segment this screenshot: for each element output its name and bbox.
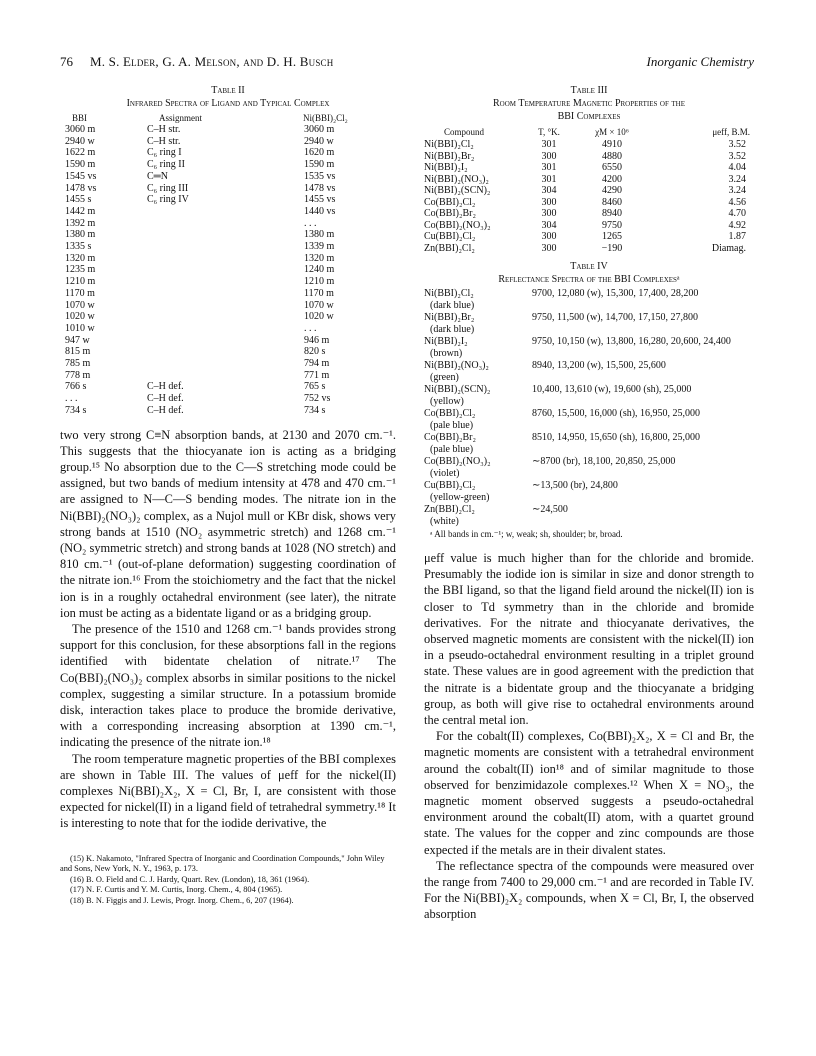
table-cell [135, 370, 277, 382]
right-column [424, 84, 754, 923]
table-cell: 1170 m [304, 287, 334, 299]
table3-header-row [424, 127, 754, 139]
table-cell: 3.24 [728, 173, 746, 185]
table-cell [424, 384, 532, 408]
compound-color: (dark blue) [430, 299, 475, 311]
table-cell: 734 s [65, 404, 87, 416]
compound-name: Co(BBI)₂(NO₃)₂ [424, 456, 491, 467]
compound-color: (violet) [430, 467, 460, 479]
table-cell: 300 [541, 242, 557, 254]
table-cell: 820 s [304, 346, 326, 358]
table-cell: 1442 m [65, 205, 96, 217]
table-cell: 301 [541, 173, 557, 185]
table-cell: C₆ ring IV [147, 194, 189, 206]
table-cell: Zn(BBI)₂Cl₂ [424, 242, 475, 254]
table-row [424, 504, 754, 528]
table-cell: 3.52 [728, 150, 746, 162]
table-cell: 1535 vs [304, 170, 336, 182]
table3-body [424, 139, 754, 254]
table3-title-line1: Room Temperature Magnetic Properties of the [493, 98, 685, 109]
table-row [60, 300, 396, 312]
table-cell: 301 [541, 139, 557, 150]
table-cell: C₆ ring I [147, 147, 182, 159]
table-cell: 4.92 [728, 219, 746, 231]
table-row [60, 206, 396, 218]
left-column [60, 84, 396, 907]
table-cell: 304 [541, 219, 557, 231]
table-cell [424, 432, 532, 456]
table2-col-bbi: BBI [72, 113, 88, 123]
table-row [424, 151, 754, 163]
table-cell: Ni(BBI)₂(SCN)₂ [424, 185, 491, 196]
table4-body [424, 288, 754, 528]
table-cell [135, 206, 277, 218]
compound-name: Ni(BBI)₂(NO₃)₂ [424, 360, 489, 371]
table-row [60, 288, 396, 300]
table-cell [135, 241, 277, 253]
table-cell: 9700, 12,080 (w), 15,300, 17,400, 28,200 [532, 288, 699, 299]
table-cell: ∼8700 (br), 18,100, 20,850, 25,000 [532, 456, 676, 467]
compound-name: Ni(BBI)₂I₂ [424, 336, 468, 347]
table-cell: 300 [541, 196, 557, 208]
table-row [60, 136, 396, 148]
table-cell: 1235 m [65, 264, 96, 276]
table-cell: 794 m [304, 358, 330, 370]
table-cell [424, 360, 532, 384]
table-cell: 946 m [304, 334, 330, 346]
table-cell [135, 276, 277, 288]
table-cell [135, 288, 277, 300]
left-body-text [60, 427, 396, 832]
table-row [424, 432, 754, 456]
table-cell: 1320 m [304, 252, 335, 264]
table-cell: 765 s [304, 381, 326, 393]
table-row [60, 229, 396, 241]
page-number: 76 [60, 54, 73, 69]
table2-label: Table II [211, 85, 245, 96]
table-cell: C–H def. [147, 404, 184, 416]
table-row [60, 405, 396, 417]
table-cell: Cu(BBI)₂Cl₂ [424, 231, 476, 242]
table-cell: 8460 [602, 196, 622, 208]
table-cell: C–H def. [147, 381, 184, 393]
table-cell: 4.04 [728, 162, 746, 173]
table4-title: Reflectance Spectra of the BBI Complexesᵃ [498, 274, 680, 285]
right-body-text [424, 550, 754, 923]
paragraph: For the cobalt(II) complexes, Co(BBI)₂X₂, X = Cl and Br, the magnetic moments are consistent with a tetrahedral environment around the cobalt(II) ion¹⁸ and of similar magnitude to those observed for benzimidazole complexes.¹² When X = NO₃, the magnetic moment observed suggests a pseudo-octahedral environment around the cobalt(II) atom, with a quartet ground state. The values for the copper and zinc compounds are those expected if the metals are in their divalent states. [424, 729, 754, 857]
table-row [60, 358, 396, 370]
table-row [424, 384, 754, 408]
table-cell: 734 s [304, 404, 326, 416]
table-cell [135, 311, 277, 323]
table-cell: 766 s [65, 381, 87, 393]
table-cell: 1265 [602, 231, 622, 242]
table-cell: . . . [65, 393, 78, 405]
table3-col-chi: χM × 10⁶ [595, 127, 629, 137]
table-cell: 6550 [602, 162, 622, 173]
table-cell: Co(BBI)₂Br₂ [424, 208, 476, 219]
table-row [424, 208, 754, 220]
table-cell: 9750, 11,500 (w), 14,700, 17,150, 27,800 [532, 312, 699, 323]
table4 [424, 288, 754, 528]
compound-color: (brown) [430, 347, 463, 359]
table-row [60, 311, 396, 323]
table-cell: ∼24,500 [532, 504, 568, 515]
table-row [424, 174, 754, 186]
table-cell: 1380 m [65, 229, 96, 241]
table-cell: 300 [541, 231, 557, 242]
table-cell [135, 300, 277, 312]
table-cell: 8760, 15,500, 16,000 (sh), 16,950, 25,000 [532, 408, 701, 419]
table-cell: ∼13,500 (br), 24,800 [532, 480, 618, 491]
table-cell: 1070 w [304, 299, 334, 311]
table2-col-assignment: Assignment [159, 113, 203, 123]
table-cell: 8940 [602, 208, 622, 219]
table-cell [135, 358, 277, 370]
running-authors: M. S. Elder, G. A. Melson, and D. H. Busch [90, 54, 334, 69]
table-cell: 1070 w [65, 299, 95, 311]
table-cell: 1.87 [728, 231, 746, 242]
table-cell: 2940 w [65, 135, 95, 147]
table-cell: 1339 m [304, 241, 335, 253]
table-cell: Ni(BBI)₂(NO₃)₂ [424, 173, 489, 185]
table-cell: . . . [304, 217, 317, 229]
table-cell: C═N [147, 170, 168, 182]
table-cell: 1545 vs [65, 170, 97, 182]
table-cell [424, 408, 532, 432]
table3-col-mu: μeff, B.M. [712, 127, 750, 137]
table-cell: . . . [304, 322, 317, 334]
table-cell [424, 504, 532, 528]
table-cell: 1478 vs [304, 182, 336, 194]
table-cell: 1380 m [304, 229, 335, 241]
table-cell: 1170 m [65, 287, 95, 299]
table2-title: Infrared Spectra of Ligand and Typical Complex [126, 98, 330, 109]
paragraph: μeff value is much higher than for the chloride and bromide. Presumably the iodide ion is similar in size and donor strength to the BBI ligand, so that the ligand field around the nickel(II) ion is closer to Td symmetry than in the chloride and bromide derivatives. For the nitrate and thiocyanate derivatives, the observed magnetic moments are consistent with the nickel(II) ion in a pseudo-octahedral environment resulting in a triplet ground state. These values are in good agreement with the prediction that the nitrate is a bidentate group and the thiocyanate a bridging group, as both will give rise to octahedral environments around the central metal ion. [424, 551, 754, 728]
table-row [424, 480, 754, 504]
table-row [60, 393, 396, 405]
compound-name: Co(BBI)₂Br₂ [424, 432, 476, 443]
table-row [60, 346, 396, 358]
table-cell: 1335 s [65, 241, 92, 253]
compound-name: Zn(BBI)₂Cl₂ [424, 504, 475, 515]
table-cell: 8510, 14,950, 15,650 (sh), 16,800, 25,000 [532, 432, 701, 443]
table-cell: −190 [601, 242, 623, 254]
table3 [424, 127, 754, 254]
table-cell: 4.70 [728, 208, 746, 219]
compound-name: Ni(BBI)₂Cl₂ [424, 288, 474, 299]
table-cell [424, 456, 532, 480]
table3-label: Table III [570, 85, 608, 96]
table-row [60, 264, 396, 276]
table-row [60, 194, 396, 206]
table2-body [60, 124, 396, 417]
compound-name: Cu(BBI)₂Cl₂ [424, 480, 476, 491]
paragraph: The room temperature magnetic properties of the BBI complexes are shown in Table III. The values of μeff for the nickel(II) complexes Ni(BBI)₂X₂, X = Cl, Br, I, are consistent with those expected for nickel(II) in a ligand field of tetrahedral symmetry.¹⁸ It is interesting to note that for the iodide derivative, the [60, 751, 396, 831]
table-cell: 3.52 [728, 139, 746, 150]
compound-name: Ni(BBI)₂Br₂ [424, 312, 475, 323]
reference-item: (17) N. F. Curtis and Y. M. Curtis, Inorg. Chem., 4, 804 (1965). [70, 885, 283, 895]
table-cell [135, 335, 277, 347]
reference-item: (16) B. O. Field and C. J. Hardy, Quart. Rev. (London), 18, 361 (1964). [70, 874, 310, 884]
table-cell [135, 229, 277, 241]
table-cell: 947 w [65, 334, 90, 346]
table-cell: 4.56 [728, 196, 746, 208]
table-cell: 1455 vs [304, 194, 336, 206]
table4-label: Table IV [570, 261, 608, 272]
table-cell [135, 218, 277, 230]
table-row [60, 323, 396, 335]
table-cell: Ni(BBI)₂I₂ [424, 162, 468, 173]
references [60, 854, 396, 907]
table-cell: 9750, 10,150 (w), 13,800, 16,280, 20,600, 24,400 [532, 336, 731, 347]
table-row [60, 276, 396, 288]
table-cell: 1478 vs [65, 182, 97, 194]
table-cell [424, 312, 532, 336]
table-cell: 1020 w [65, 311, 95, 323]
table3-title-line2: BBI Complexes [557, 111, 621, 122]
compound-color: (white) [430, 515, 459, 527]
table3-col-compound: Compound [444, 127, 485, 137]
table-cell [135, 323, 277, 335]
compound-color: (yellow-green) [430, 491, 490, 503]
table-cell: 4910 [602, 139, 622, 150]
table-cell: 4290 [602, 185, 622, 196]
table-row [60, 147, 396, 159]
table-cell: 1590 m [304, 159, 335, 171]
table-row [60, 159, 396, 171]
table-cell: 304 [541, 185, 557, 196]
table-cell: C–H str. [147, 135, 181, 147]
table-cell: 9750 [602, 219, 622, 231]
table-cell: Ni(BBI)₂Cl₂ [424, 139, 474, 150]
table-cell: 3060 m [304, 124, 335, 135]
table-cell: 301 [541, 162, 557, 173]
table-cell [135, 264, 277, 276]
compound-color: (pale blue) [430, 419, 474, 431]
table-row [424, 456, 754, 480]
table-row [60, 335, 396, 347]
paragraph: The reflectance spectra of the compounds were measured over the range from 7400 to 29,000 cm.⁻¹ and are recorded in Table IV. For the Ni(BBI)₂X₂ compounds, when X = Cl, Br, I, the observed absorption [424, 858, 754, 922]
compound-color: (dark blue) [430, 323, 475, 335]
table-cell: 785 m [65, 358, 91, 370]
table-cell [135, 346, 277, 358]
table-row [60, 253, 396, 265]
table-cell [424, 480, 532, 504]
table2-header-row [60, 112, 396, 124]
table-row [60, 171, 396, 183]
table-row [424, 139, 754, 151]
table-cell: Diamag. [711, 242, 746, 254]
table-cell: 4880 [602, 150, 622, 162]
reference-item: (15) K. Nakamoto, "Infrared Spectra of Inorganic and Coordination Compounds," John Wiley and Sons, New York, N. Y., 1963, p. 173. [60, 853, 385, 874]
running-header [60, 54, 754, 72]
compound-name: Ni(BBI)₂(SCN)₂ [424, 384, 491, 395]
table-cell: 1455 s [65, 194, 92, 206]
compound-color: (green) [430, 371, 459, 383]
table-row [424, 231, 754, 243]
table-row [60, 370, 396, 382]
table2-col-complex: Ni(BBI)₂Cl₂ [303, 113, 348, 123]
table-cell: Co(BBI)₂Cl₂ [424, 196, 476, 208]
table-cell: Co(BBI)₂(NO₃)₂ [424, 219, 491, 231]
table-cell: 771 m [304, 369, 330, 381]
table-cell: 1020 w [304, 311, 334, 323]
table-row [424, 288, 754, 312]
table-cell: 1622 m [65, 147, 96, 159]
paragraph: The presence of the 1510 and 1268 cm.⁻¹ bands provides strong support for this conclusion, for these absorptions fall in the regions identified with bidentate chelation of nitrate.¹⁷ The Co(BBI)₂(NO₃)₂ complex absorbs in similar positions to the nickel complex, suggesting a similar structure. In a potassium bromide disk, interaction takes place to produce the bromide derivative, with a corresponding increasing absorption at 1390 cm.⁻¹, indicating the presence of the nitrate ion.¹⁸ [60, 622, 396, 750]
table-cell: C–H str. [147, 124, 181, 135]
table-cell: Ni(BBI)₂Br₂ [424, 150, 475, 162]
table-cell: 1440 vs [304, 205, 336, 217]
table-row [424, 243, 754, 255]
table4-footnote: ᵃ All bands in cm.⁻¹; w, weak; sh, shoulder; br, broad. [430, 529, 623, 539]
table-cell: 1620 m [304, 147, 335, 159]
table-cell: C–H def. [147, 393, 184, 405]
table-cell: 1210 m [304, 276, 335, 288]
paragraph: two very strong C≡N absorption bands, at 2130 and 2070 cm.⁻¹. This suggests that the thiocyanate ion is acting as a bridging group.¹⁵ No absorption due to the C—S stretching mode could be assigned, but two bands of medium intensity at 478 and 470 cm.⁻¹ are assigned to N—C—S bending modes. The nitrate ion in the Ni(BBI)₂(NO₃)₂ complex, as a Nujol mull or KBr disk, shows very strong bands at 1510 (NO₂ asymmetric stretch) and 1268 cm.⁻¹ (NO₂ symmetric stretch) and strong bands at 1028 (NO stretch) and 810 cm.⁻¹ (out-of-plane deformation) suggesting coordination of the nitrate ion.¹⁶ From the stoichiometry and the fact that the nickel ion is in a roughly octahedral environment (see later), the nitrate ion must be acting as a bidentate ligand or as a bridging group. [60, 427, 396, 620]
table-cell: 300 [541, 150, 557, 162]
reference-item: (18) B. N. Figgis and J. Lewis, Progr. Inorg. Chem., 6, 207 (1964). [70, 896, 294, 906]
table-cell [135, 253, 277, 265]
table-row [424, 162, 754, 174]
table-cell: 752 vs [304, 393, 331, 405]
table-cell: 2940 w [304, 135, 334, 147]
table-cell: 1320 m [65, 252, 96, 264]
table-cell: 3060 m [65, 124, 96, 135]
journal-name: Inorganic Chemistry [646, 54, 754, 69]
table-row [424, 360, 754, 384]
table-row [60, 381, 396, 393]
compound-color: (yellow) [430, 395, 464, 407]
table-row [424, 408, 754, 432]
table-cell: 10,400, 13,610 (w), 19,600 (sh), 25,000 [532, 384, 692, 395]
table3-col-temp: T, °K. [538, 127, 560, 137]
table-cell: 1392 m [65, 217, 96, 229]
table-row [424, 185, 754, 197]
table-row [60, 124, 396, 136]
table-cell: 3.24 [728, 185, 746, 196]
table-row [424, 197, 754, 209]
table-cell: 815 m [65, 346, 91, 358]
table-cell: C₆ ring II [147, 159, 185, 171]
table-cell: 4200 [602, 173, 622, 185]
compound-color: (pale blue) [430, 443, 474, 455]
table-row [424, 220, 754, 232]
table-row [60, 218, 396, 230]
table-row [424, 336, 754, 360]
table-cell: 1010 w [65, 322, 95, 334]
table-cell: 778 m [65, 369, 91, 381]
table2 [60, 112, 396, 417]
table-row [60, 183, 396, 195]
table-cell: C₆ ring III [147, 182, 189, 194]
table-cell: 8940, 13,200 (w), 15,500, 25,600 [532, 360, 666, 371]
table-row [60, 241, 396, 253]
table-cell [424, 288, 532, 312]
table-cell: 1240 m [304, 264, 335, 276]
table-cell: 1210 m [65, 276, 96, 288]
table-row [424, 312, 754, 336]
compound-name: Co(BBI)₂Cl₂ [424, 408, 476, 419]
table-cell [424, 336, 532, 360]
table-cell: 300 [541, 208, 557, 219]
table-cell: 1590 m [65, 159, 96, 171]
